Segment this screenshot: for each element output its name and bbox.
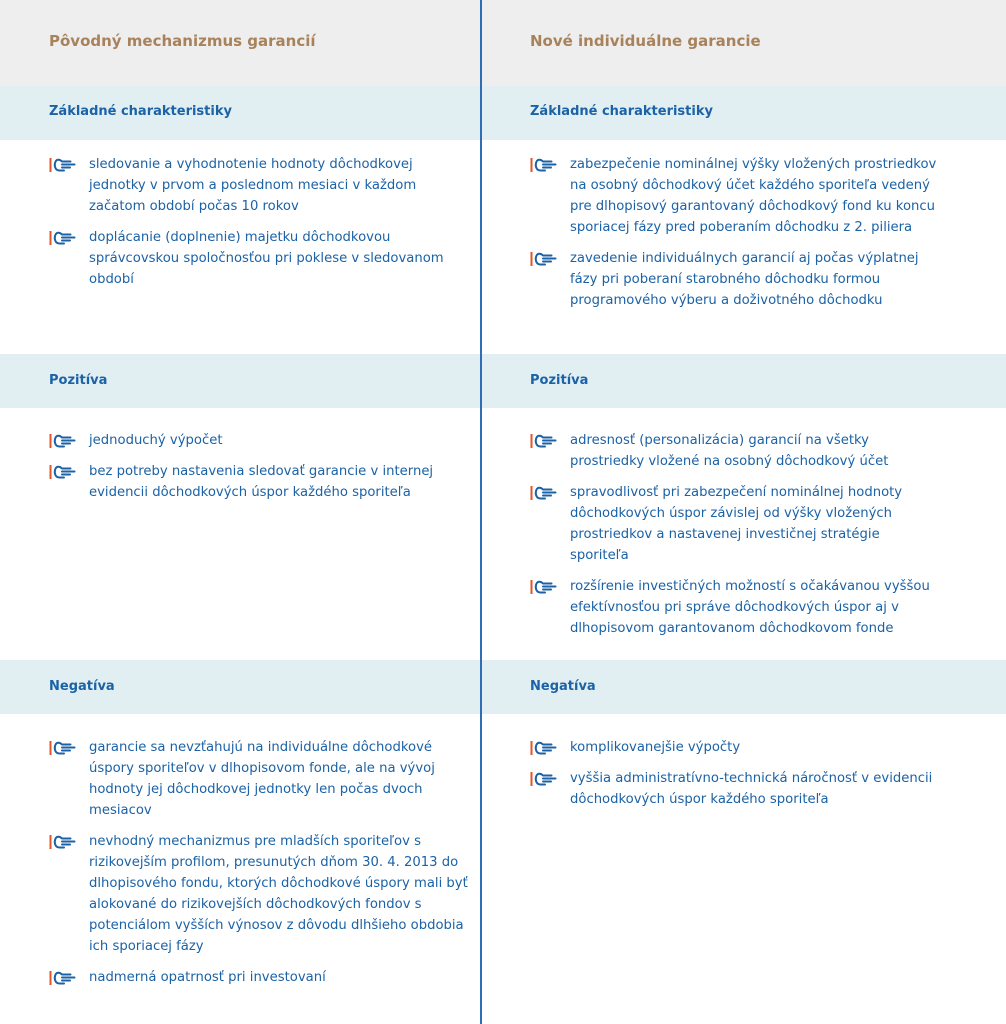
list-item (530, 482, 940, 566)
section-title-characteristics-left: Základné charakteristiky (49, 104, 232, 119)
list-item-text: jednoduchý výpočet (89, 433, 223, 448)
list-item-text: vyššia administratívno-technická náročnosť v evidencii dôchodkových úspor každého sporiteľa (570, 771, 933, 807)
section-band-positives (0, 354, 1006, 408)
list-item-text: doplácanie (doplnenie) majetku dôchodkovou správcovskou spoločnosťou pri poklese v sledovanom období (89, 230, 444, 287)
list-item-text: zabezpečenie nominálnej výšky vložených prostriedkov na osobný dôchodkový účet každého sporiteľa vedený pre dlhopisový garantovaný dôchodkový fond ku koncu sporiacej fázy pred poberaním dôchodku z 2. piliera (570, 157, 937, 235)
list-item (49, 737, 469, 821)
section-title-positives-right: Pozitíva (530, 373, 589, 388)
list-item (49, 227, 469, 290)
list-item (530, 430, 940, 472)
pointing-hand-icon (530, 482, 570, 503)
column-divider (480, 0, 482, 1024)
list-item-text: spravodlivosť pri zabezpečení nominálnej hodnoty dôchodkových úspor závislej od výšky vložených prostriedkov a nastavenej investičnej stratégie sporiteľa (570, 485, 903, 563)
section-title-positives-left: Pozitíva (49, 373, 108, 388)
list-item (530, 576, 940, 639)
list-item (49, 154, 469, 217)
section-title-characteristics-right: Základné charakteristiky (530, 104, 713, 119)
section-title-negatives-right: Negatíva (530, 679, 596, 694)
list-item-text: nevhodný mechanizmus pre mladších sporiteľov s rizikovejším profilom, presunutých dňom 30. 4. 2013 do dlhopisového fondu, ktorých dôchodkové úspory mali byť alokované do rizikovejších dôchodkových fondov s potenciálom vyšších výnosov z dôvodu dlhšieho obdobia ich sporiacej fázy (89, 834, 468, 954)
list-item (49, 461, 469, 503)
list-item (530, 248, 940, 311)
negatives-right-list (530, 737, 940, 810)
list-item-text: zavedenie individuálnych garancií aj počas výplatnej fázy pri poberaní starobného dôchodku formou programového výberu a doživotného dôchodku (570, 251, 919, 308)
pointing-hand-icon (530, 248, 570, 269)
pointing-hand-icon (530, 154, 570, 175)
list-item (49, 430, 469, 451)
list-item-text: rozšírenie investičných možností s očakávanou vyššou efektívnosťou pri správe dôchodkových úspor aj v dlhopisovom garantovanom dôchodkovom fonde (570, 579, 930, 636)
list-item-text: bez potreby nastavenia sledovať garancie v internej evidencii dôchodkových úspor každého sporiteľa (89, 464, 434, 500)
pointing-hand-icon (49, 461, 89, 482)
positives-right-list (530, 430, 940, 639)
pointing-hand-icon (49, 831, 89, 852)
pointing-hand-icon (530, 430, 570, 451)
list-item-text: nadmerná opatrnosť pri investovaní (89, 970, 326, 985)
list-item (49, 967, 469, 988)
list-item-text: adresnosť (personalizácia) garancií na všetky prostriedky vložené na osobný dôchodkový účet (570, 433, 889, 469)
pointing-hand-icon (49, 737, 89, 758)
list-item-text: garancie sa nevzťahujú na individuálne dôchodkové úspory sporiteľov v dlhopisovom fonde, ale na vývoj hodnoty jej dôchodkovej jednotky len počas dvoch mesiacov (89, 740, 435, 818)
pointing-hand-icon (530, 576, 570, 597)
pointing-hand-icon (49, 430, 89, 451)
section-band-negatives (0, 660, 1006, 714)
pointing-hand-icon (530, 737, 570, 758)
list-item (530, 737, 940, 758)
positives-left-list (49, 430, 469, 503)
list-item (530, 768, 940, 810)
left-column-title: Pôvodný mechanizmus garancií (49, 32, 316, 50)
pointing-hand-icon (49, 154, 89, 175)
list-item-text: sledovanie a vyhodnotenie hodnoty dôchodkovej jednotky v prvom a poslednom mesiaci v každom začatom období počas 10 rokov (89, 157, 417, 214)
list-item-text: komplikovanejšie výpočty (570, 740, 741, 755)
right-column-title: Nové individuálne garancie (530, 32, 761, 50)
characteristics-left-list (49, 154, 469, 290)
pointing-hand-icon (530, 768, 570, 789)
section-title-negatives-left: Negatíva (49, 679, 115, 694)
list-item (530, 154, 940, 238)
list-item (49, 831, 469, 957)
negatives-left-list (49, 737, 469, 988)
pointing-hand-icon (49, 227, 89, 248)
characteristics-right-list (530, 154, 940, 311)
pointing-hand-icon (49, 967, 89, 988)
